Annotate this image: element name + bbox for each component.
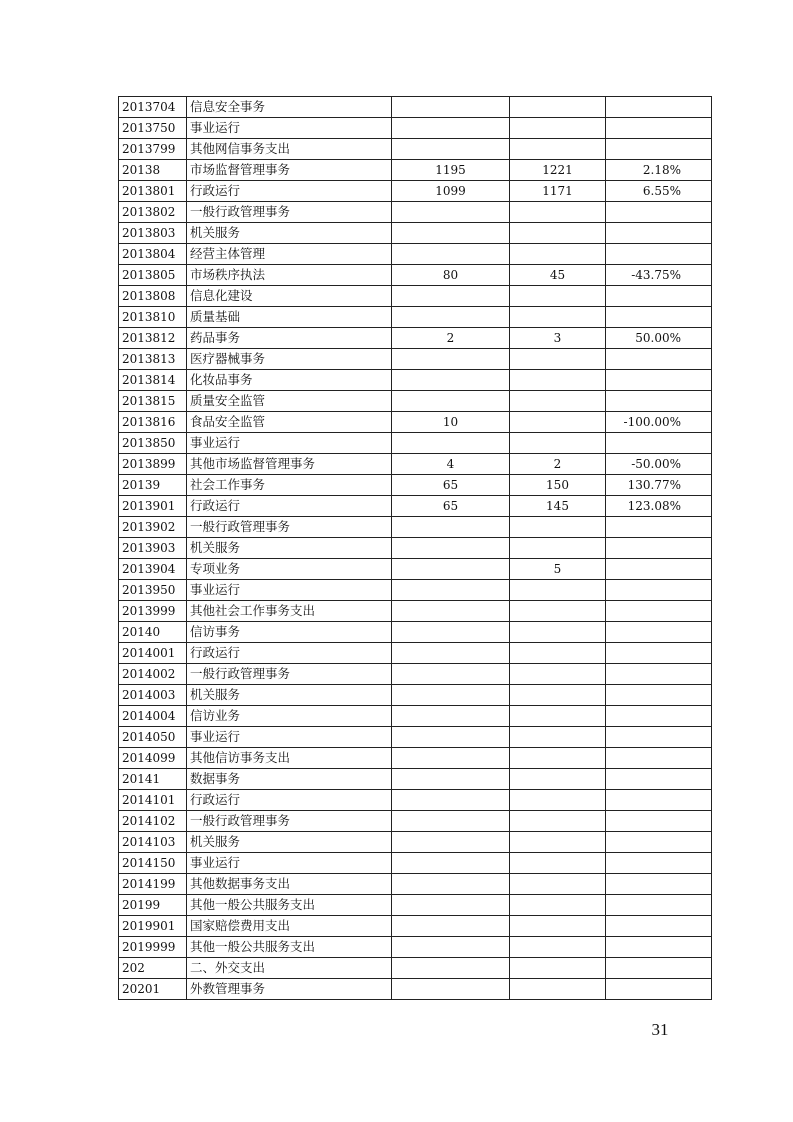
table-row	[119, 160, 712, 181]
change-percent-cell	[606, 937, 712, 958]
name-cell: 事业运行	[187, 580, 392, 601]
table-row	[119, 433, 712, 454]
name-cell: 外教管理事务	[187, 979, 392, 1000]
table-row	[119, 769, 712, 790]
current-value-cell	[510, 412, 606, 433]
prev-value-cell: 10	[392, 412, 510, 433]
code-cell: 20201	[119, 979, 187, 1000]
table-row	[119, 475, 712, 496]
name-cell: 经营主体管理	[187, 244, 392, 265]
prev-value-cell	[392, 307, 510, 328]
name-cell: 市场监督管理事务	[187, 160, 392, 181]
prev-value-cell	[392, 685, 510, 706]
code-cell: 2014002	[119, 664, 187, 685]
table-row	[119, 139, 712, 160]
prev-value-cell	[392, 916, 510, 937]
current-value-cell: 145	[510, 496, 606, 517]
change-percent-cell	[606, 601, 712, 622]
prev-value-cell	[392, 538, 510, 559]
current-value-cell	[510, 202, 606, 223]
current-value-cell	[510, 517, 606, 538]
change-percent-cell	[606, 580, 712, 601]
change-percent-cell	[606, 559, 712, 580]
name-cell: 事业运行	[187, 118, 392, 139]
table-row	[119, 664, 712, 685]
table-row	[119, 307, 712, 328]
prev-value-cell: 1099	[392, 181, 510, 202]
table-row	[119, 727, 712, 748]
code-cell: 2013750	[119, 118, 187, 139]
name-cell: 质量安全监管	[187, 391, 392, 412]
name-cell: 国家赔偿费用支出	[187, 916, 392, 937]
change-percent-cell	[606, 769, 712, 790]
change-percent-cell	[606, 916, 712, 937]
table-row	[119, 937, 712, 958]
current-value-cell: 45	[510, 265, 606, 286]
name-cell: 行政运行	[187, 790, 392, 811]
current-value-cell	[510, 979, 606, 1000]
name-cell: 行政运行	[187, 496, 392, 517]
current-value-cell	[510, 664, 606, 685]
prev-value-cell	[392, 706, 510, 727]
change-percent-cell	[606, 370, 712, 391]
prev-value-cell	[392, 727, 510, 748]
current-value-cell	[510, 622, 606, 643]
change-percent-cell: 2.18%	[606, 160, 712, 181]
prev-value-cell	[392, 643, 510, 664]
current-value-cell	[510, 118, 606, 139]
table-row	[119, 643, 712, 664]
current-value-cell	[510, 244, 606, 265]
table-row	[119, 391, 712, 412]
table-row	[119, 979, 712, 1000]
current-value-cell	[510, 391, 606, 412]
table-row	[119, 874, 712, 895]
name-cell: 市场秩序执法	[187, 265, 392, 286]
code-cell: 2019901	[119, 916, 187, 937]
change-percent-cell	[606, 538, 712, 559]
name-cell: 质量基础	[187, 307, 392, 328]
name-cell: 化妆品事务	[187, 370, 392, 391]
prev-value-cell	[392, 118, 510, 139]
table-row	[119, 538, 712, 559]
change-percent-cell	[606, 790, 712, 811]
prev-value-cell	[392, 391, 510, 412]
current-value-cell: 2	[510, 454, 606, 475]
prev-value-cell	[392, 244, 510, 265]
change-percent-cell: 6.55%	[606, 181, 712, 202]
prev-value-cell: 65	[392, 496, 510, 517]
code-cell: 20138	[119, 160, 187, 181]
current-value-cell: 5	[510, 559, 606, 580]
code-cell: 2014103	[119, 832, 187, 853]
name-cell: 其他信访事务支出	[187, 748, 392, 769]
change-percent-cell	[606, 664, 712, 685]
current-value-cell	[510, 874, 606, 895]
table-row	[119, 622, 712, 643]
code-cell: 2014101	[119, 790, 187, 811]
table-row	[119, 853, 712, 874]
prev-value-cell	[392, 832, 510, 853]
name-cell: 信访业务	[187, 706, 392, 727]
prev-value-cell	[392, 517, 510, 538]
change-percent-cell: 50.00%	[606, 328, 712, 349]
change-percent-cell	[606, 727, 712, 748]
code-cell: 202	[119, 958, 187, 979]
current-value-cell	[510, 811, 606, 832]
current-value-cell	[510, 223, 606, 244]
name-cell: 事业运行	[187, 727, 392, 748]
current-value-cell	[510, 601, 606, 622]
prev-value-cell: 4	[392, 454, 510, 475]
table-row	[119, 748, 712, 769]
table-row	[119, 223, 712, 244]
change-percent-cell	[606, 811, 712, 832]
name-cell: 事业运行	[187, 853, 392, 874]
code-cell: 2014199	[119, 874, 187, 895]
change-percent-cell	[606, 433, 712, 454]
table-row	[119, 370, 712, 391]
prev-value-cell: 2	[392, 328, 510, 349]
prev-value-cell	[392, 97, 510, 118]
change-percent-cell	[606, 244, 712, 265]
prev-value-cell	[392, 601, 510, 622]
table-row	[119, 790, 712, 811]
current-value-cell	[510, 832, 606, 853]
name-cell: 药品事务	[187, 328, 392, 349]
name-cell: 一般行政管理事务	[187, 202, 392, 223]
current-value-cell	[510, 643, 606, 664]
prev-value-cell	[392, 622, 510, 643]
current-value-cell: 150	[510, 475, 606, 496]
change-percent-cell	[606, 139, 712, 160]
table-row	[119, 895, 712, 916]
code-cell: 2014004	[119, 706, 187, 727]
prev-value-cell	[392, 958, 510, 979]
current-value-cell	[510, 433, 606, 454]
code-cell: 2013813	[119, 349, 187, 370]
current-value-cell	[510, 895, 606, 916]
change-percent-cell	[606, 391, 712, 412]
table-row	[119, 118, 712, 139]
prev-value-cell	[392, 286, 510, 307]
prev-value-cell: 65	[392, 475, 510, 496]
name-cell: 其他市场监督管理事务	[187, 454, 392, 475]
prev-value-cell	[392, 664, 510, 685]
name-cell: 机关服务	[187, 223, 392, 244]
change-percent-cell: -43.75%	[606, 265, 712, 286]
prev-value-cell	[392, 202, 510, 223]
change-percent-cell	[606, 979, 712, 1000]
table-row	[119, 916, 712, 937]
code-cell: 2014150	[119, 853, 187, 874]
code-cell: 2014001	[119, 643, 187, 664]
page-number: 31	[651, 1020, 669, 1039]
change-percent-cell	[606, 118, 712, 139]
current-value-cell	[510, 580, 606, 601]
change-percent-cell	[606, 958, 712, 979]
change-percent-cell	[606, 202, 712, 223]
code-cell: 2013899	[119, 454, 187, 475]
current-value-cell	[510, 853, 606, 874]
code-cell: 2013902	[119, 517, 187, 538]
code-cell: 20139	[119, 475, 187, 496]
name-cell: 专项业务	[187, 559, 392, 580]
change-percent-cell	[606, 706, 712, 727]
change-percent-cell	[606, 307, 712, 328]
name-cell: 其他一般公共服务支出	[187, 937, 392, 958]
table-row	[119, 832, 712, 853]
table-row	[119, 580, 712, 601]
table-row	[119, 601, 712, 622]
table-row	[119, 412, 712, 433]
name-cell: 机关服务	[187, 832, 392, 853]
current-value-cell	[510, 370, 606, 391]
current-value-cell	[510, 685, 606, 706]
change-percent-cell	[606, 286, 712, 307]
prev-value-cell	[392, 811, 510, 832]
name-cell: 机关服务	[187, 685, 392, 706]
name-cell: 二、外交支出	[187, 958, 392, 979]
change-percent-cell	[606, 223, 712, 244]
table-row	[119, 244, 712, 265]
prev-value-cell	[392, 769, 510, 790]
name-cell: 其他一般公共服务支出	[187, 895, 392, 916]
name-cell: 一般行政管理事务	[187, 811, 392, 832]
code-cell: 2014102	[119, 811, 187, 832]
budget-table	[118, 96, 712, 1000]
table-row	[119, 265, 712, 286]
current-value-cell	[510, 748, 606, 769]
table-body	[119, 97, 712, 1000]
table-row	[119, 958, 712, 979]
code-cell: 2014003	[119, 685, 187, 706]
change-percent-cell	[606, 895, 712, 916]
code-cell: 2013804	[119, 244, 187, 265]
change-percent-cell	[606, 349, 712, 370]
prev-value-cell	[392, 223, 510, 244]
name-cell: 一般行政管理事务	[187, 664, 392, 685]
name-cell: 数据事务	[187, 769, 392, 790]
code-cell: 2013815	[119, 391, 187, 412]
current-value-cell	[510, 937, 606, 958]
table-row	[119, 811, 712, 832]
name-cell: 其他网信事务支出	[187, 139, 392, 160]
prev-value-cell	[392, 853, 510, 874]
table-row	[119, 202, 712, 223]
change-percent-cell	[606, 517, 712, 538]
code-cell: 2014099	[119, 748, 187, 769]
code-cell: 2013814	[119, 370, 187, 391]
prev-value-cell	[392, 139, 510, 160]
current-value-cell	[510, 727, 606, 748]
code-cell: 2013799	[119, 139, 187, 160]
prev-value-cell	[392, 370, 510, 391]
code-cell: 2013808	[119, 286, 187, 307]
code-cell: 2013810	[119, 307, 187, 328]
name-cell: 其他数据事务支出	[187, 874, 392, 895]
name-cell: 机关服务	[187, 538, 392, 559]
table-row	[119, 496, 712, 517]
name-cell: 医疗器械事务	[187, 349, 392, 370]
current-value-cell	[510, 97, 606, 118]
current-value-cell: 3	[510, 328, 606, 349]
name-cell: 信息安全事务	[187, 97, 392, 118]
change-percent-cell	[606, 874, 712, 895]
code-cell: 2013803	[119, 223, 187, 244]
current-value-cell	[510, 958, 606, 979]
name-cell: 行政运行	[187, 181, 392, 202]
table-row	[119, 181, 712, 202]
table-row	[119, 517, 712, 538]
current-value-cell	[510, 307, 606, 328]
name-cell: 食品安全监管	[187, 412, 392, 433]
prev-value-cell	[392, 979, 510, 1000]
code-cell: 2013802	[119, 202, 187, 223]
change-percent-cell	[606, 748, 712, 769]
prev-value-cell	[392, 874, 510, 895]
prev-value-cell	[392, 559, 510, 580]
code-cell: 2013901	[119, 496, 187, 517]
code-cell: 20199	[119, 895, 187, 916]
name-cell: 一般行政管理事务	[187, 517, 392, 538]
name-cell: 信息化建设	[187, 286, 392, 307]
prev-value-cell	[392, 748, 510, 769]
code-cell: 2013999	[119, 601, 187, 622]
table-row	[119, 706, 712, 727]
prev-value-cell	[392, 790, 510, 811]
table-row	[119, 349, 712, 370]
current-value-cell	[510, 349, 606, 370]
table-row	[119, 454, 712, 475]
change-percent-cell	[606, 832, 712, 853]
code-cell: 2013850	[119, 433, 187, 454]
change-percent-cell	[606, 97, 712, 118]
name-cell: 社会工作事务	[187, 475, 392, 496]
code-cell: 2013950	[119, 580, 187, 601]
name-cell: 事业运行	[187, 433, 392, 454]
prev-value-cell	[392, 895, 510, 916]
current-value-cell	[510, 706, 606, 727]
current-value-cell: 1171	[510, 181, 606, 202]
prev-value-cell	[392, 580, 510, 601]
change-percent-cell	[606, 685, 712, 706]
table-row	[119, 97, 712, 118]
prev-value-cell	[392, 433, 510, 454]
prev-value-cell: 1195	[392, 160, 510, 181]
code-cell: 2013903	[119, 538, 187, 559]
change-percent-cell: -50.00%	[606, 454, 712, 475]
current-value-cell	[510, 538, 606, 559]
prev-value-cell: 80	[392, 265, 510, 286]
table-row	[119, 559, 712, 580]
name-cell: 行政运行	[187, 643, 392, 664]
code-cell: 2014050	[119, 727, 187, 748]
current-value-cell	[510, 790, 606, 811]
table-row	[119, 286, 712, 307]
change-percent-cell	[606, 853, 712, 874]
change-percent-cell	[606, 643, 712, 664]
current-value-cell: 1221	[510, 160, 606, 181]
code-cell: 2013801	[119, 181, 187, 202]
current-value-cell	[510, 139, 606, 160]
current-value-cell	[510, 769, 606, 790]
current-value-cell	[510, 286, 606, 307]
change-percent-cell: 130.77%	[606, 475, 712, 496]
code-cell: 2013812	[119, 328, 187, 349]
code-cell: 20141	[119, 769, 187, 790]
code-cell: 2013704	[119, 97, 187, 118]
code-cell: 2013816	[119, 412, 187, 433]
change-percent-cell: 123.08%	[606, 496, 712, 517]
current-value-cell	[510, 916, 606, 937]
table-row	[119, 328, 712, 349]
table-row	[119, 685, 712, 706]
name-cell: 信访事务	[187, 622, 392, 643]
code-cell: 2019999	[119, 937, 187, 958]
code-cell: 2013805	[119, 265, 187, 286]
prev-value-cell	[392, 349, 510, 370]
name-cell: 其他社会工作事务支出	[187, 601, 392, 622]
prev-value-cell	[392, 937, 510, 958]
code-cell: 20140	[119, 622, 187, 643]
change-percent-cell: -100.00%	[606, 412, 712, 433]
change-percent-cell	[606, 622, 712, 643]
code-cell: 2013904	[119, 559, 187, 580]
